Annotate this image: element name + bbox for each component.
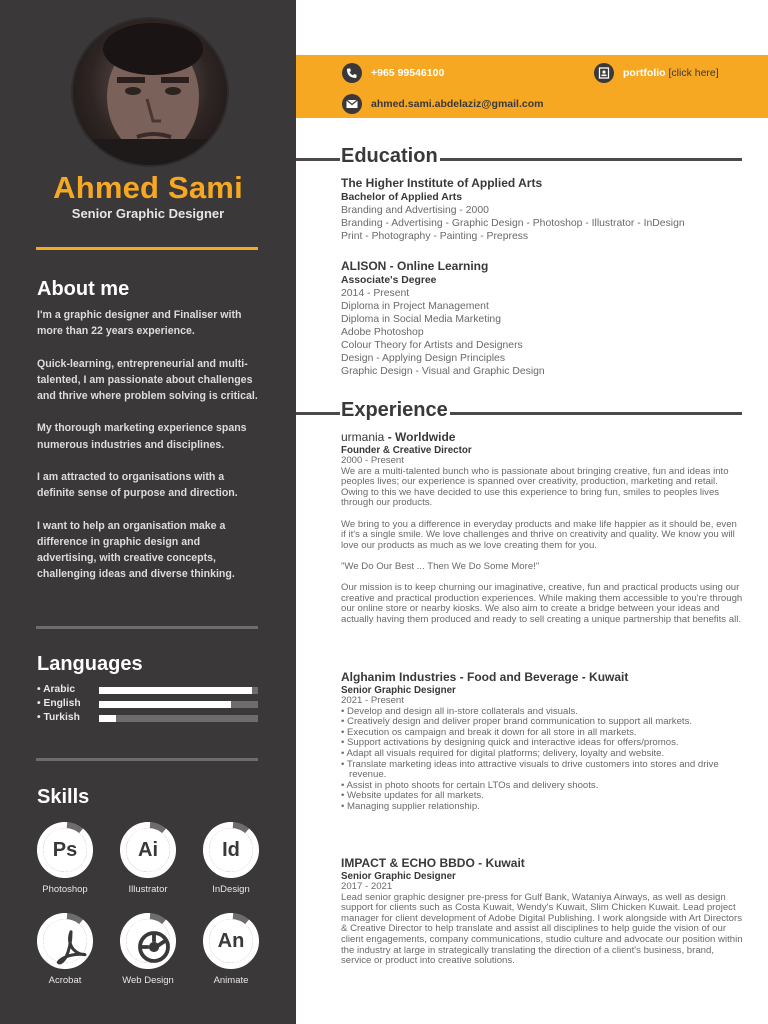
language-label: • Arabic: [37, 684, 76, 695]
institution: ALISON - Online Learning: [341, 259, 489, 273]
education-line: Colour Theory for Artists and Designers: [341, 340, 523, 351]
skill-label: Photoshop: [42, 884, 88, 895]
skill-label: Acrobat: [48, 975, 82, 986]
phone-icon: [342, 63, 362, 83]
divider: [36, 247, 258, 250]
job-paragraph: Our mission is to keep churning our imaginative, creative, fun and practical products using our creative and practical production experiences. While making them accessible to you're through our online store or nearby kiosks. We also aim to create a bridge between your ideas and actually having them produced and ready to sell creating a unique partnership that benefits all.: [341, 582, 743, 625]
language-label: • Turkish: [37, 712, 80, 723]
acrobat-icon: [43, 919, 87, 963]
about-paragraph: I am attracted to organisations with a definite sense of purpose and direction.: [37, 470, 238, 500]
education-heading: Education: [341, 145, 438, 167]
education-line: Diploma in Project Management: [341, 301, 489, 312]
job-dates: 2017 - 2021: [341, 881, 393, 892]
phone-number: +965 99546100: [371, 67, 445, 79]
education-line: Adobe Photoshop: [341, 327, 424, 338]
language-row: [37, 712, 262, 726]
education-entry: [341, 259, 743, 378]
education-line: Diploma in Social Media Marketing: [341, 314, 501, 325]
language-level-fill: [99, 715, 116, 722]
education-line: Design - Applying Design Principles: [341, 353, 506, 364]
rule: [296, 158, 340, 161]
illustrator-icon: Ai: [126, 828, 170, 872]
experience-section-header: [296, 399, 742, 425]
job-dates: 2021 - Present: [341, 695, 404, 706]
job-paragraph: We are a multi-talented bunch who is passionate about bringing creative, fun and ideas into peoples lives; our experience is spanned over creativity, production, marketing and retail. Owing to this we have decided to use this experience to bring fun, smiles to peoples lives through our products.: [341, 465, 729, 509]
skill-acrobat: [25, 913, 105, 986]
skill-ring: [203, 822, 259, 878]
photoshop-icon: Ps: [43, 828, 87, 872]
job-description: [341, 467, 743, 626]
job-bullet: • Managing supplier relationship.: [341, 800, 480, 812]
job-dates: 2000 - Present: [341, 455, 404, 466]
job-entry: [341, 856, 743, 977]
job-paragraph: Lead senior graphic designer pre-press for Gulf Bank, Wataniya Airways, as well as design support for clients such as Costa Kuwait, Wendy's Kuwait, Slim Chicken Kuwait. Lead project manager for client development of Adobe Digital Publishing. I work alongside with Art Directors & Creative Director to help translate and assist all disciplines to help guide the vision of our client engagements, company communications, studio culture and advocate our position within the industry at large in strategically translating the direction of a client's business, brand, service or product into creative solutions.: [341, 891, 743, 967]
skill-label: Illustrator: [128, 884, 168, 895]
experience-heading: Experience: [341, 399, 448, 421]
about-heading: About me: [37, 278, 130, 300]
about-paragraph: Quick-learning, entrepreneurial and multi-talented, I am passionate about challenges and thrive where problem solving is critical.: [37, 357, 258, 402]
email-address: ahmed.sami.abdelaziz@gmail.com: [371, 98, 544, 110]
languages-heading: Languages: [37, 653, 143, 675]
about-paragraph: I want to help an organisation make a difference in graphic design and advertising, with creative concepts, challenging ideas and diverse thinking.: [37, 519, 235, 581]
portfolio-icon: [594, 63, 614, 83]
language-level-bar: [99, 715, 258, 722]
language-row: [37, 698, 262, 712]
job-bullet: • Support activations by designing quick and interactive ideas for offers/promos.: [341, 737, 679, 749]
job-bullet: • Adapt all visuals required for digital platforms; delivery, loyalty and website.: [341, 747, 665, 759]
degree: Bachelor of Applied Arts: [341, 192, 463, 203]
skill-animate: [191, 913, 271, 986]
degree: Associate's Degree: [341, 275, 437, 286]
skill-photoshop: [25, 822, 105, 895]
skill-ring: [37, 913, 93, 969]
company-location: - Worldwide: [384, 430, 456, 444]
profile-title: Senior Graphic Designer: [71, 206, 225, 221]
job-role: Founder & Creative Director: [341, 445, 472, 456]
company-name: urmania: [341, 430, 385, 444]
about-paragraph: I'm a graphic designer and Finaliser with more than 22 years experience.: [37, 309, 242, 338]
portfolio-label: portfolio: [623, 67, 666, 79]
skill-label: Animate: [213, 975, 249, 986]
web-design-icon: [126, 919, 170, 963]
email-icon: [342, 94, 362, 114]
job-company: Alghanim Industries - Food and Beverage - Kuwait: [341, 670, 629, 684]
skill-label: InDesign: [212, 884, 250, 895]
job-description: [341, 893, 743, 967]
job-bullet: • Creatively design and deliver proper brand communication to support all markets.: [341, 716, 693, 728]
skill-indesign: [191, 822, 271, 895]
job-entry: [341, 430, 743, 636]
job-role: Senior Graphic Designer: [341, 685, 456, 696]
job-company: [341, 430, 743, 445]
education-line: Branding and Advertising - 2000: [341, 205, 489, 216]
education-line: Branding - Advertising - Graphic Design - Photoshop - Illustrator - InDesign: [341, 218, 685, 229]
job-entry: [341, 670, 743, 813]
skill-illustrator: [108, 822, 188, 895]
divider: [36, 758, 258, 761]
portfolio-link[interactable]: [594, 63, 719, 83]
divider: [36, 626, 258, 629]
email-contact[interactable]: [342, 94, 543, 114]
portfolio-click-here[interactable]: [click here]: [668, 67, 719, 79]
job-bullet: • Develop and design all in-store collaterals and visuals.: [341, 705, 578, 717]
indesign-icon: Id: [209, 828, 253, 872]
job-bullet: • Translate marketing ideas into attractive visuals to drive customers into stores and drive revenue.: [341, 758, 719, 781]
skill-label: Web Design: [122, 975, 174, 986]
job-company: IMPACT & ECHO BBDO - Kuwait: [341, 856, 525, 870]
education-section-header: [296, 145, 742, 171]
education-line: Graphic Design - Visual and Graphic Design: [341, 366, 545, 377]
profile-photo: [71, 17, 229, 167]
job-bullet: • Website updates for all markets.: [341, 790, 484, 802]
language-level-bar: [99, 701, 258, 708]
skill-ring: [120, 913, 176, 969]
rule: [296, 412, 340, 415]
skills-heading: Skills: [37, 786, 90, 808]
profile-name: Ahmed Sami: [53, 170, 243, 205]
job-role: Senior Graphic Designer: [341, 871, 456, 882]
skill-ring: [203, 913, 259, 969]
language-level-bar: [99, 687, 258, 694]
language-label: • English: [37, 698, 81, 709]
skill-ring: [120, 822, 176, 878]
job-bullet: • Assist in photo shoots for certain LTOs and delivery shoots.: [341, 779, 599, 791]
skill-ring: [37, 822, 93, 878]
job-bullet: • Execution os campaign and break it down for all store in all markets.: [341, 726, 637, 738]
animate-icon: An: [209, 919, 253, 963]
education-line: Print - Photography - Painting - Prepress: [341, 231, 529, 242]
institution: The Higher Institute of Applied Arts: [341, 176, 543, 190]
phone-contact[interactable]: [342, 63, 444, 83]
job-paragraph: We bring to you a difference in everyday products and make life happier as it should be, even if it's a single smile. We love challenges and thrive on creativity and quality. We know you will love our products as much as we love creating them for you.: [341, 518, 737, 551]
education-line: 2014 - Present: [341, 288, 410, 299]
job-paragraph: "We Do Our Best ... Then We Do Some More!": [341, 560, 540, 572]
language-level-fill: [99, 701, 231, 708]
language-row: [37, 684, 262, 698]
language-level-fill: [99, 687, 252, 694]
job-bullets: [341, 707, 743, 813]
education-entry: [341, 176, 743, 243]
about-paragraph: My thorough marketing experience spans numerous industries and disciplines.: [37, 422, 247, 451]
skill-web-design: [108, 913, 188, 986]
about-text: [37, 307, 262, 599]
